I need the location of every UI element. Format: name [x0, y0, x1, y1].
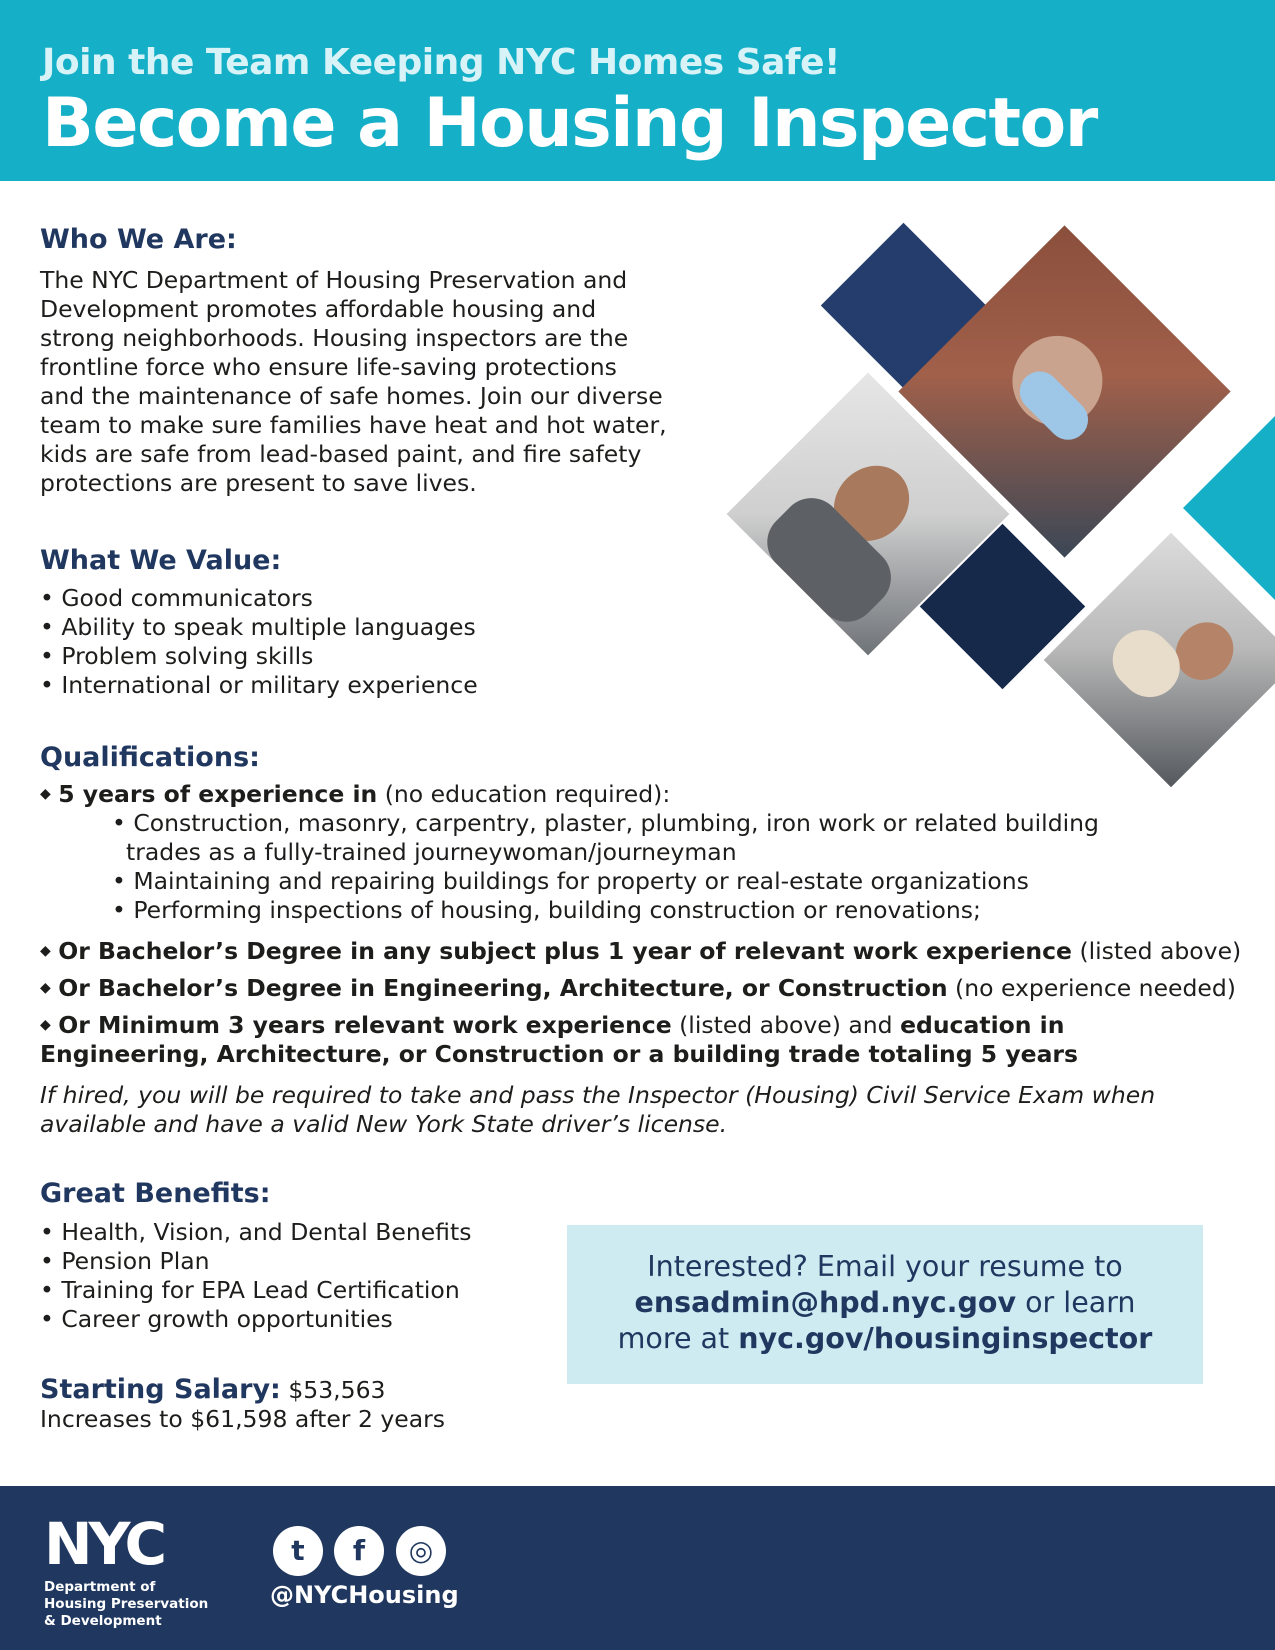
- diamond-bullet-icon: ◆: [40, 980, 51, 996]
- department-name: [44, 1579, 208, 1630]
- dept-line: Housing Preservation: [44, 1596, 209, 1612]
- who-line: team to make sure families have heat and hot water,: [40, 411, 667, 439]
- salary-value: $53,563: [280, 1376, 386, 1404]
- qualification-item-2: [40, 937, 1241, 966]
- benefit-item: • Training for EPA Lead Certification: [40, 1276, 460, 1304]
- benefits-heading: Great Benefits:: [40, 1178, 271, 1209]
- who-we-are-heading: Who We Are:: [40, 224, 237, 255]
- website-link[interactable]: nyc.gov/housinginspector: [738, 1322, 1153, 1355]
- q1-sub-item: • Performing inspections of housing, building construction or renovations;: [112, 896, 981, 924]
- qualification-item-3: [40, 974, 1236, 1003]
- header-banner: [0, 0, 1275, 181]
- dept-line: Department of: [44, 1579, 156, 1595]
- contact-box: [567, 1225, 1203, 1384]
- dept-line: & Development: [44, 1613, 162, 1629]
- diamond-bullet-icon: ◆: [40, 786, 51, 802]
- contact-line1: Interested? Email your resume to: [647, 1250, 1123, 1283]
- values-list: [40, 584, 478, 700]
- benefit-item: • Pension Plan: [40, 1247, 210, 1275]
- qualification-item-1: [40, 780, 670, 809]
- more-at-text: more at: [617, 1322, 739, 1355]
- contact-line2: [567, 1286, 1203, 1319]
- instagram-icon[interactable]: ◎: [396, 1526, 446, 1576]
- q1-bold: 5 years of experience in: [58, 780, 378, 808]
- footer: [0, 1486, 1275, 1650]
- benefits-list: [40, 1218, 471, 1334]
- who-line: Development promotes affordable housing and: [40, 295, 597, 323]
- benefit-item: • Career growth opportunities: [40, 1305, 393, 1333]
- who-line: strong neighborhoods. Housing inspectors are the: [40, 324, 629, 352]
- exam-note-line: available and have a valid New York State driver’s license.: [40, 1110, 728, 1138]
- q2-rest: (listed above): [1071, 937, 1242, 965]
- value-item: • International or military experience: [40, 671, 478, 699]
- q4-bold-b: education in: [900, 1011, 1065, 1039]
- salary-increase: Increases to $61,598 after 2 years: [40, 1405, 446, 1433]
- q3-rest: (no experience needed): [947, 974, 1236, 1002]
- what-we-value-heading: What We Value:: [40, 545, 282, 576]
- twitter-icon[interactable]: t: [273, 1526, 323, 1576]
- who-line: kids are safe from lead-based paint, and fire safety: [40, 440, 642, 468]
- exam-note: [40, 1081, 1155, 1139]
- diamond-bullet-icon: ◆: [40, 1017, 51, 1033]
- q1-sub-item: • Maintaining and repairing buildings for property or real-estate organizations: [112, 867, 1029, 895]
- header-subtitle: Join the Team Keeping NYC Homes Safe!: [42, 42, 840, 83]
- email-link[interactable]: ensadmin@hpd.nyc.gov: [634, 1286, 1017, 1319]
- q1-sub-item: trades as a fully-trained journeywoman/journeyman: [126, 838, 737, 866]
- inspector-photo-man-dog: [1044, 533, 1275, 788]
- contact-line3: [567, 1322, 1203, 1355]
- value-item: • Problem solving skills: [40, 642, 314, 670]
- who-line: protections are present to save lives.: [40, 469, 477, 497]
- benefit-item: • Health, Vision, and Dental Benefits: [40, 1218, 472, 1246]
- who-we-are-text: [40, 266, 667, 498]
- who-line: The NYC Department of Housing Preservation and: [40, 266, 628, 294]
- who-line: and the maintenance of safe homes. Join our diverse: [40, 382, 663, 410]
- header-title: Become a Housing Inspector: [42, 84, 1097, 163]
- or-learn-text: or learn: [1016, 1286, 1136, 1319]
- qualification-item-4: [40, 1011, 1078, 1069]
- facebook-icon[interactable]: f: [334, 1526, 384, 1576]
- q1-sub-item: • Construction, masonry, carpentry, plaster, plumbing, iron work or related building: [112, 809, 1099, 837]
- salary-label: Starting Salary:: [40, 1374, 281, 1405]
- nyc-logo: NYC: [44, 1510, 164, 1578]
- q3-bold: Or Bachelor’s Degree in Engineering, Architecture, or Construction: [58, 974, 948, 1002]
- value-item: • Good communicators: [40, 584, 313, 612]
- q1-sublist: [112, 809, 1099, 925]
- q1-rest: (no education required):: [377, 780, 671, 808]
- social-handle[interactable]: @NYCHousing: [270, 1581, 459, 1609]
- qualifications-heading: Qualifications:: [40, 742, 260, 773]
- q4-mid: (listed above) and: [671, 1011, 901, 1039]
- salary-block: [40, 1375, 445, 1434]
- q4-bold-a: Or Minimum 3 years relevant work experience: [58, 1011, 672, 1039]
- exam-note-line: If hired, you will be required to take and pass the Inspector (Housing) Civil Service Exam when: [40, 1081, 1156, 1109]
- value-item: • Ability to speak multiple languages: [40, 613, 476, 641]
- q2-bold: Or Bachelor’s Degree in any subject plus 1 year of relevant work experience: [58, 937, 1072, 965]
- diamond-bullet-icon: ◆: [40, 943, 51, 959]
- q4-line2: Engineering, Architecture, or Construction or a building trade totaling 5 years: [40, 1040, 1079, 1068]
- who-line: frontline force who ensure life-saving protections: [40, 353, 617, 381]
